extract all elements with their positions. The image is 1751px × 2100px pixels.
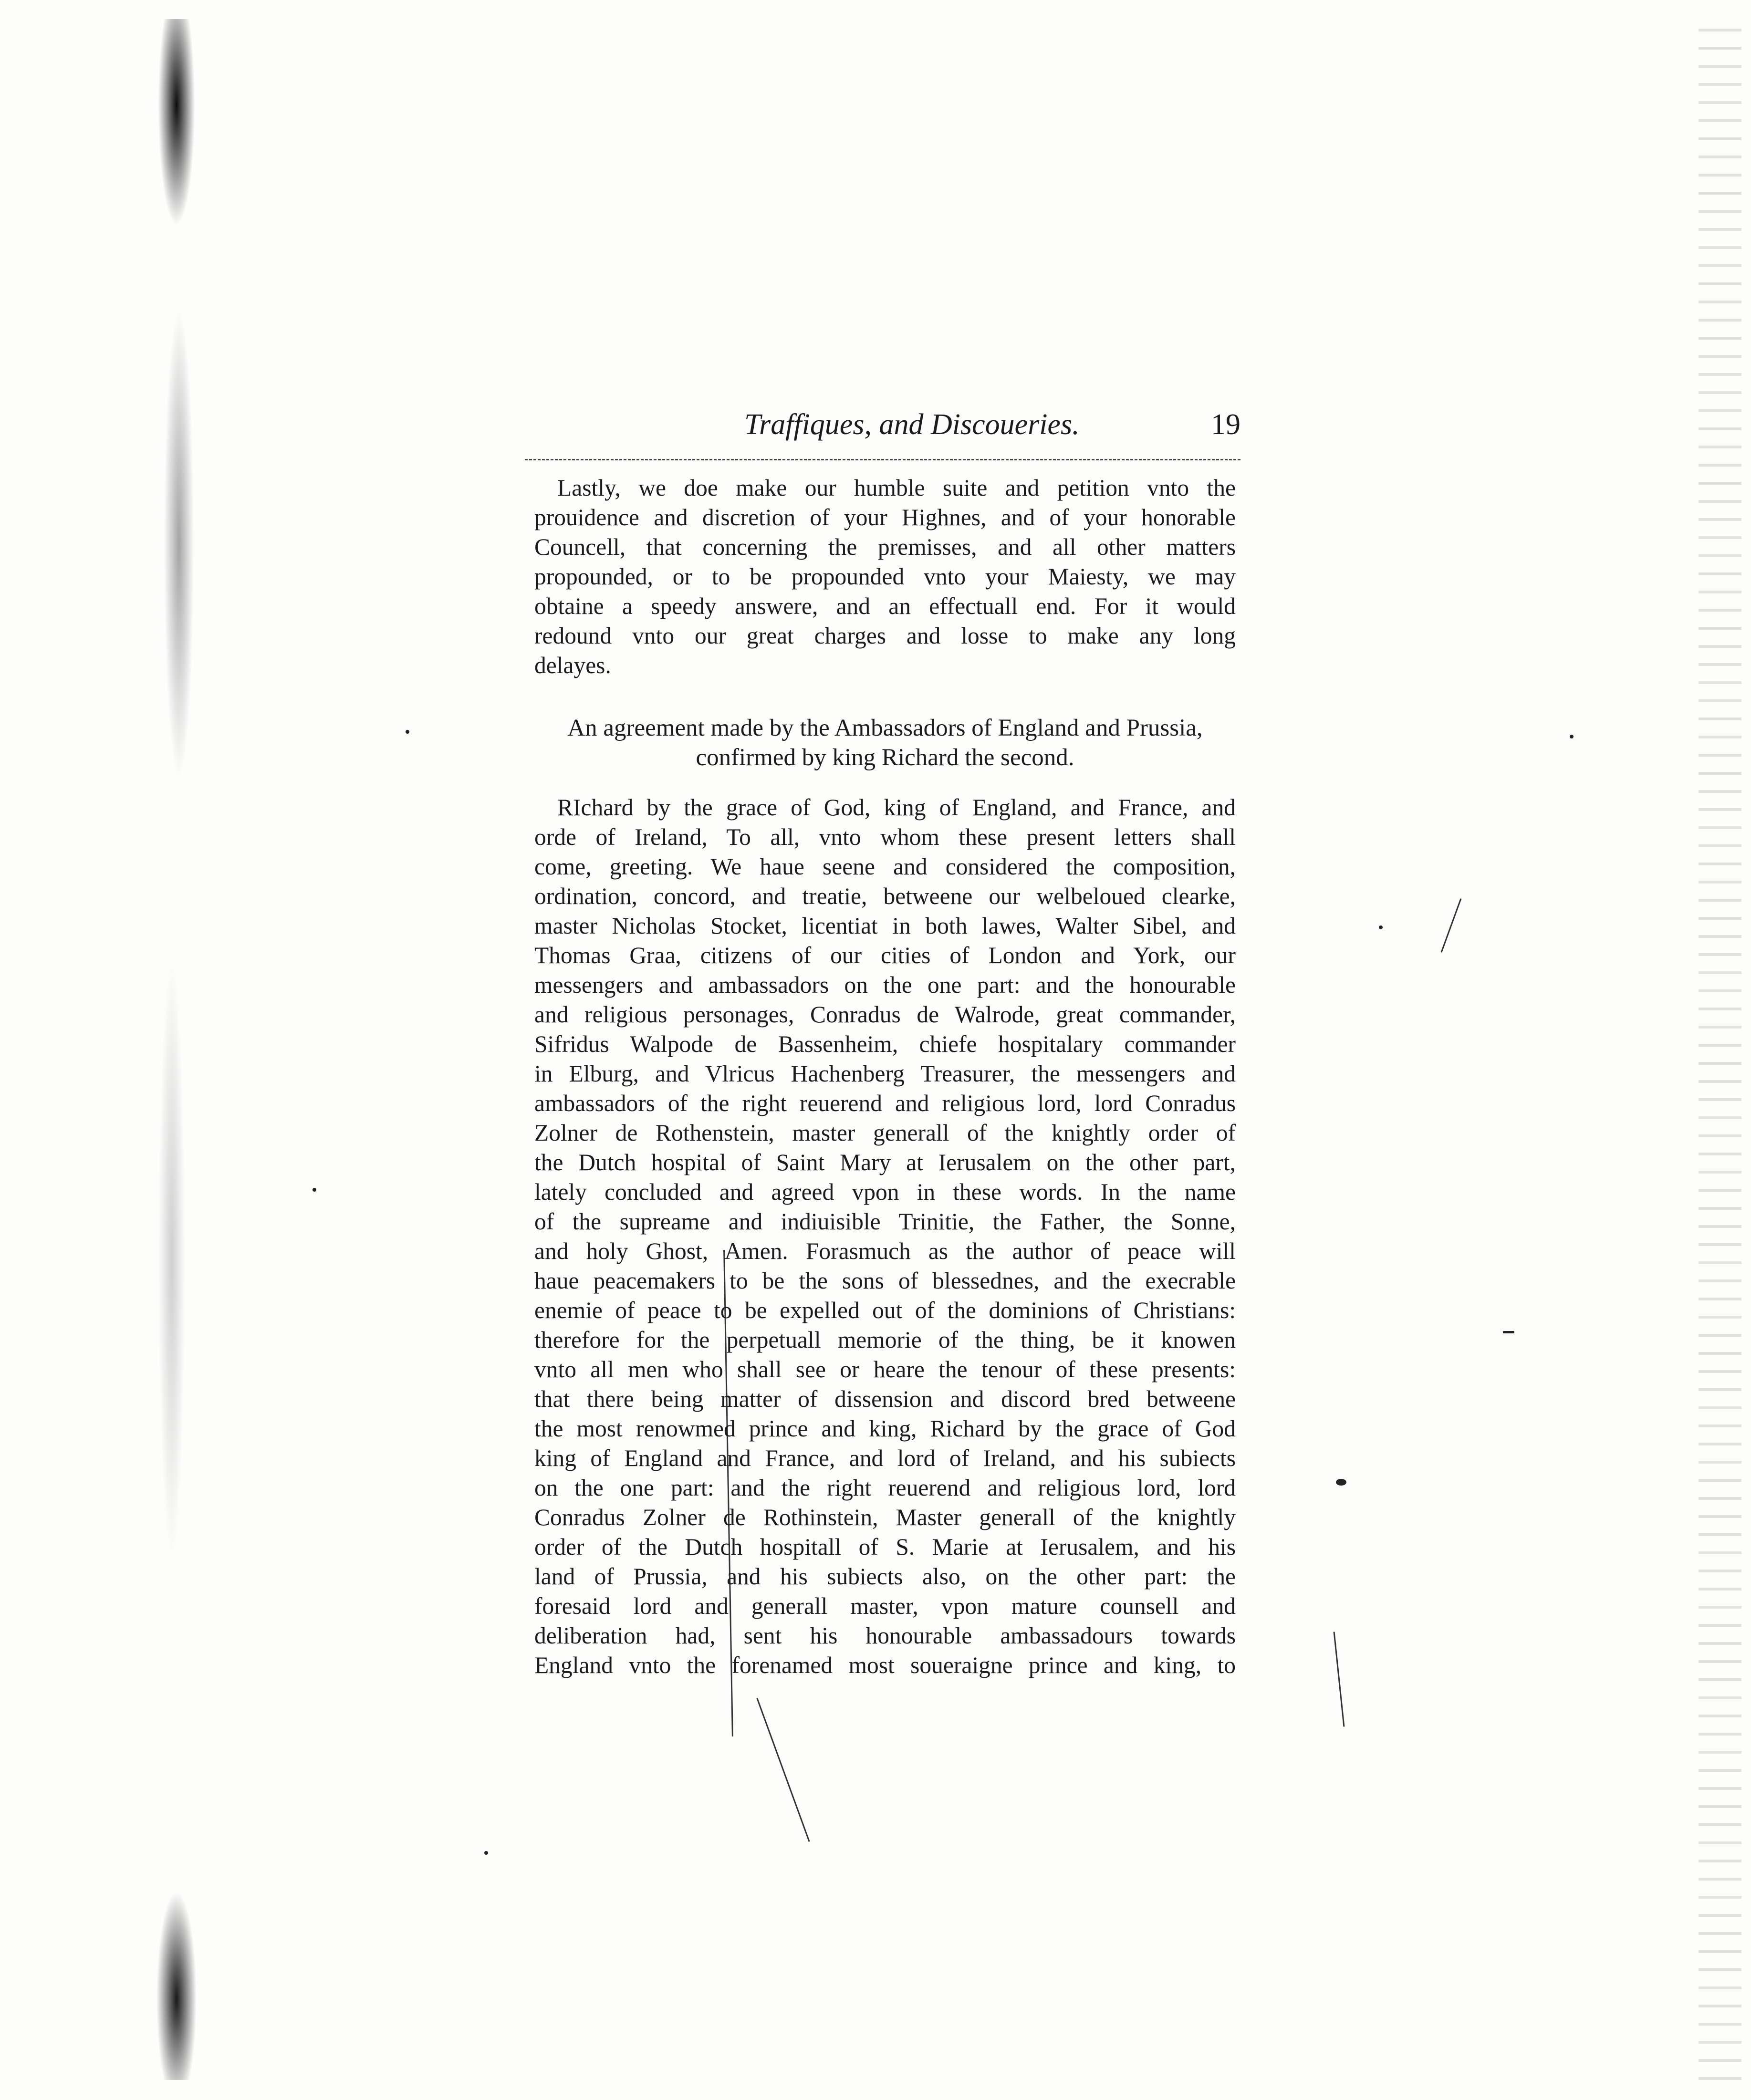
- text-line: vnto all men who shall see or heare the tenour of these presents:: [534, 1356, 1236, 1383]
- text-line: deliberation had, sent his honourable ambassadours towards: [534, 1622, 1236, 1649]
- petition-paragraph: [534, 473, 1236, 680]
- text-line: RIchard by the grace of God, king of England, and France, and: [557, 794, 1236, 821]
- text-line: in Elburg, and Vlricus Hachenberg Treasurer, the messengers and: [534, 1060, 1236, 1087]
- running-head: [525, 408, 1240, 451]
- header-rule: [525, 459, 1240, 460]
- text-line: Conradus Zolner de Rothinstein, Master generall of the knightly: [534, 1504, 1236, 1530]
- scan-mark-right: [1441, 898, 1462, 953]
- text-line: ambassadors of the right reuerend and religious lord, lord Conradus: [534, 1090, 1236, 1116]
- text-line: ordination, concord, and treatie, betweene our welbeloued clearke,: [534, 883, 1236, 909]
- text-line: land of Prussia, and his subiects also, on the other part: the: [534, 1563, 1236, 1590]
- heading-line: confirmed by king Richard the second.: [696, 744, 1074, 771]
- scan-shadow-left: [143, 19, 215, 2080]
- text-line: therefore for the perpetuall memorie of the thing, be it knowen: [534, 1327, 1236, 1353]
- text-line: king of England and France, and lord of Ireland, and his subiects: [534, 1445, 1236, 1471]
- text-line: that there being matter of dissension and discord bred betweene: [534, 1386, 1236, 1412]
- scan-speck: [406, 730, 409, 734]
- text-line: haue peacemakers to be the sons of blessednes, and the execrable: [534, 1268, 1236, 1294]
- scan-speck: [1503, 1331, 1514, 1333]
- text-line: enemie of peace to be expelled out of the dominions of Christians:: [534, 1297, 1236, 1323]
- text-line: England vnto the forenamed most soueraigne prince and king, to: [534, 1652, 1236, 1678]
- scan-speck: [1570, 735, 1574, 738]
- text-line: Sifridus Walpode de Bassenheim, chiefe hospitalary commander: [534, 1031, 1236, 1057]
- scan-speck: [1379, 925, 1383, 929]
- text-line: propounded, or to be propounded vnto your Maiesty, we may: [534, 563, 1236, 590]
- text-line: and holy Ghost, Amen. Forasmuch as the author of peace will: [534, 1238, 1236, 1264]
- text-line: the Dutch hospital of Saint Mary at Ierusalem on the other part,: [534, 1149, 1236, 1175]
- scan-fold-line: [756, 1698, 810, 1842]
- scan-speck: [313, 1188, 316, 1192]
- text-line: Thomas Graa, citizens of our cities of London and York, our: [534, 942, 1236, 968]
- text-line: Zolner de Rothenstein, master generall of the knightly order of: [534, 1120, 1236, 1146]
- scan-mark-right: [1334, 1632, 1345, 1726]
- scan-speck: [484, 1851, 488, 1855]
- scan-speck: [1336, 1479, 1346, 1486]
- text-line: foresaid lord and generall master, vpon mature counsell and: [534, 1593, 1236, 1619]
- text-line: orde of Ireland, To all, vnto whom these present letters shall: [534, 824, 1236, 850]
- text-line: messengers and ambassadors on the one part: and the honourable: [534, 972, 1236, 998]
- page-number: 19: [1211, 408, 1240, 441]
- text-line: delayes.: [534, 652, 611, 678]
- text-line: redound vnto our great charges and losse to make any long: [534, 623, 1236, 649]
- text-line: lately concluded and agreed vpon in these words. In the name: [534, 1179, 1236, 1205]
- agreement-heading: [525, 713, 1245, 772]
- text-line: Councell, that concerning the premisses, and all other matters: [534, 534, 1236, 560]
- text-line: of the supreame and indiuisible Trinitie, the Father, the Sonne,: [534, 1208, 1236, 1235]
- running-title: Traffiques, and Discoueries.: [744, 408, 1080, 441]
- text-line: Lastly, we doe make our humble suite and petition vnto the: [557, 475, 1236, 501]
- heading-line: An agreement made by the Ambassadors of England and Prussia,: [567, 715, 1203, 741]
- text-line: prouidence and discretion of your Highnes, and of your honorable: [534, 504, 1236, 530]
- text-line: master Nicholas Stocket, licentiat in both lawes, Walter Sibel, and: [534, 913, 1236, 939]
- text-line: and religious personages, Conradus de Walrode, great commander,: [534, 1001, 1236, 1028]
- scan-shadow-right: [1699, 29, 1741, 2080]
- text-line: the most renowmed prince and king, Richard by the grace of God: [534, 1415, 1236, 1442]
- text-line: order of the Dutch hospitall of S. Marie at Ierusalem, and his: [534, 1534, 1236, 1560]
- text-line: obtaine a speedy answere, and an effectuall end. For it would: [534, 593, 1236, 619]
- text-line: come, greeting. We haue seene and considered the composition,: [534, 853, 1236, 880]
- agreement-paragraph: [534, 793, 1236, 1680]
- text-line: on the one part: and the right reuerend and religious lord, lord: [534, 1475, 1236, 1501]
